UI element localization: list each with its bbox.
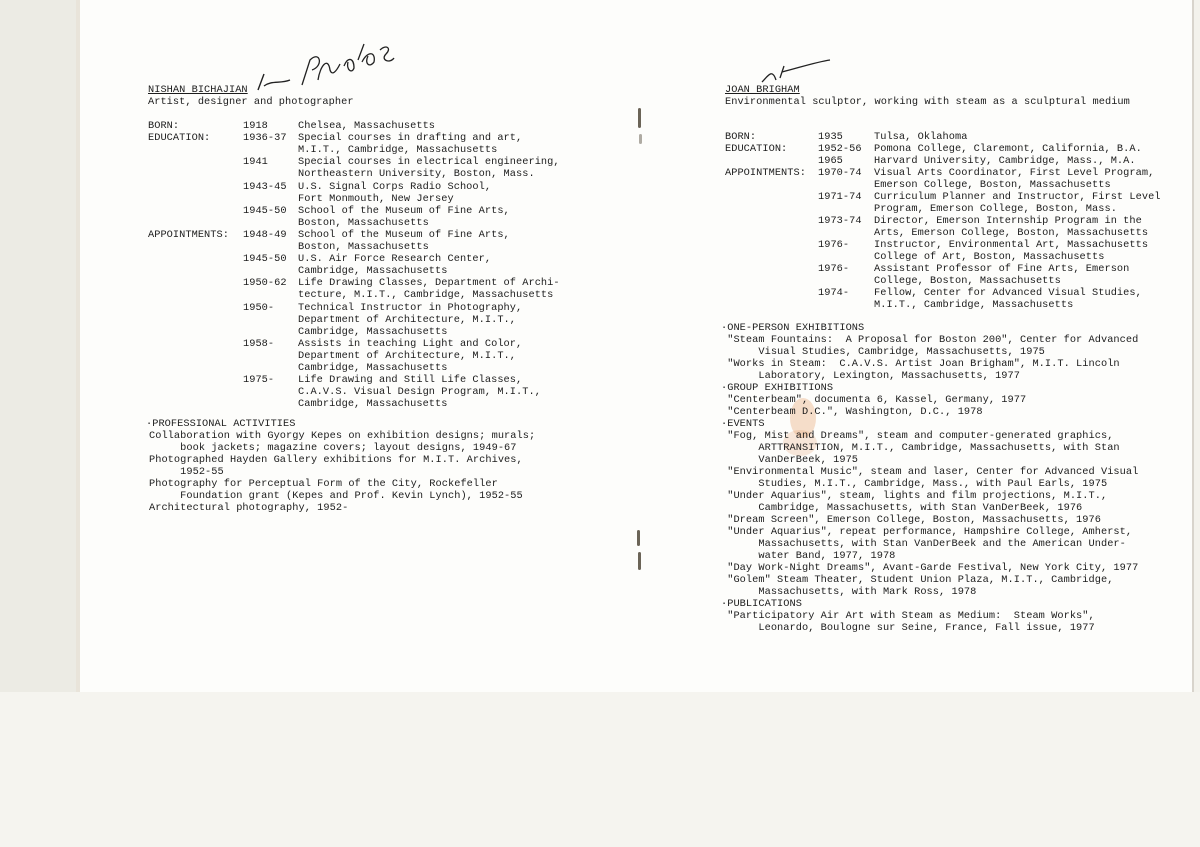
section-line: "Fog, Mist and Dreams", steam and computer-generated graphics, bbox=[721, 430, 1114, 442]
entry-label: EDUCATION: bbox=[148, 132, 211, 145]
entry-year: 1971-74 bbox=[818, 191, 862, 203]
entry-line: Cambridge, Massachusetts bbox=[298, 398, 448, 410]
entry-line: Life Drawing Classes, Department of Archi- bbox=[298, 277, 560, 290]
entry-year: 1943-45 bbox=[243, 180, 287, 193]
section-line: Leonardo, Boulogne sur Seine, France, Fall issue, 1977 bbox=[721, 622, 1095, 634]
entry-line: Cambridge, Massachusetts bbox=[298, 361, 448, 374]
activity-line: Photography for Perceptual Form of the City, Rockefeller bbox=[149, 478, 498, 490]
entry-line: Fellow, Center for Advanced Visual Studies, bbox=[874, 287, 1142, 299]
section-line: "Dream Screen", Emerson College, Boston, Massachusetts, 1976 bbox=[721, 514, 1101, 526]
entry-line: School of the Museum of Fine Arts, bbox=[298, 229, 510, 241]
section-line: Laboratory, Lexington, Massachusetts, 1977 bbox=[721, 370, 1020, 382]
entry-line: Cambridge, Massachusetts bbox=[298, 265, 448, 278]
entry-year: 1945-50 bbox=[243, 253, 287, 266]
section-heading: ·EVENTS bbox=[721, 418, 765, 430]
section-line: "Centerbeam", documenta 6, Kassel, Germany, 1977 bbox=[721, 394, 1027, 406]
entry-line: U.S. Signal Corps Radio School, bbox=[298, 180, 492, 193]
entry-line: School of the Museum of Fine Arts, bbox=[298, 204, 510, 217]
entry-line: Director, Emerson Internship Program in the bbox=[874, 215, 1142, 227]
activity-line: 1952-55 bbox=[149, 466, 224, 478]
entry-line: U.S. Air Force Research Center, bbox=[298, 253, 492, 266]
section-heading: ·PROFESSIONAL ACTIVITIES bbox=[146, 418, 296, 430]
handwritten-annotation bbox=[250, 40, 400, 100]
section-line: VanDerBeek, 1975 bbox=[721, 454, 859, 466]
entry-line: Tulsa, Oklahoma bbox=[874, 131, 968, 143]
fold-mark-bottom bbox=[637, 530, 640, 546]
section-line: Massachusetts, with Stan VanDerBeek and the American Under- bbox=[721, 538, 1126, 550]
section-line: "Participatory Air Art with Steam as Medium: Steam Works", bbox=[721, 610, 1095, 622]
section-line: "Under Aquarius", steam, lights and film projections, M.I.T., bbox=[721, 490, 1108, 502]
fold-mark-bottom-2 bbox=[638, 552, 641, 570]
entry-year: 1974- bbox=[818, 287, 850, 299]
entry-line: College, Boston, Massachusetts bbox=[874, 275, 1061, 287]
section-line: water Band, 1977, 1978 bbox=[721, 550, 896, 562]
section-line: Massachusetts, with Mark Ross, 1978 bbox=[721, 586, 977, 598]
entry-line: Pomona College, Claremont, California, B.A. bbox=[874, 143, 1142, 155]
entry-label: APPOINTMENTS: bbox=[148, 229, 229, 241]
entry-line: Fort Monmouth, New Jersey bbox=[298, 192, 454, 205]
entry-line: Program, Emerson College, Boston, Mass. bbox=[874, 203, 1117, 215]
entry-line: tecture, M.I.T., Cambridge, Massachusetts bbox=[298, 289, 554, 302]
activity-line: Photographed Hayden Gallery exhibitions for M.I.T. Archives, bbox=[149, 454, 523, 466]
person-name: JOAN BRIGHAM bbox=[725, 84, 800, 96]
entry-year: 1952-56 bbox=[818, 143, 862, 155]
fold-mark-top-2 bbox=[639, 134, 642, 144]
entry-line: Visual Arts Coordinator, First Level Program, bbox=[874, 167, 1155, 179]
section-heading: ·ONE-PERSON EXHIBITIONS bbox=[721, 322, 865, 334]
entry-line: Curriculum Planner and Instructor, First Level bbox=[874, 191, 1161, 203]
entry-line: Northeastern University, Boston, Mass. bbox=[298, 168, 535, 181]
entry-line: Emerson College, Boston, Massachusetts bbox=[874, 179, 1111, 191]
entry-label: APPOINTMENTS: bbox=[725, 167, 806, 179]
entry-year: 1975- bbox=[243, 374, 275, 386]
entry-line: M.I.T., Cambridge, Massachusetts bbox=[298, 144, 498, 157]
entry-year: 1950-62 bbox=[243, 277, 287, 290]
entry-line: C.A.V.S. Visual Design Program, M.I.T., bbox=[298, 386, 541, 398]
entry-year: 1945-50 bbox=[243, 204, 287, 217]
activity-line: Foundation grant (Kepes and Prof. Kevin Lynch), 1952-55 bbox=[149, 490, 523, 502]
section-line: Cambridge, Massachusetts, with Stan VanDerBeek, 1976 bbox=[721, 502, 1083, 514]
entry-line: Special courses in drafting and art, bbox=[298, 132, 523, 145]
entry-year: 1950- bbox=[243, 301, 275, 314]
entry-year: 1948-49 bbox=[243, 229, 287, 241]
section-heading: ·PUBLICATIONS bbox=[721, 598, 802, 610]
entry-line: Chelsea, Massachusetts bbox=[298, 120, 436, 132]
entry-line: Boston, Massachusetts bbox=[298, 241, 429, 253]
entry-line: Instructor, Environmental Art, Massachusetts bbox=[874, 239, 1149, 251]
entry-label: BORN: bbox=[148, 120, 180, 132]
entry-line: Cambridge, Massachusetts bbox=[298, 325, 448, 338]
activity-line: book jackets; magazine covers; layout designs, 1949-67 bbox=[149, 442, 517, 454]
person-subtitle: Artist, designer and photographer bbox=[148, 96, 354, 108]
section-line: "Environmental Music", steam and laser, Center for Advanced Visual bbox=[721, 466, 1139, 478]
section-line: Studies, M.I.T., Cambridge, Mass., with Paul Earls, 1975 bbox=[721, 478, 1108, 490]
activity-line: Architectural photography, 1952- bbox=[149, 502, 349, 514]
section-line: "Steam Fountains: A Proposal for Boston 200", Center for Advanced bbox=[721, 334, 1139, 346]
entry-line: Assists in teaching Light and Color, bbox=[298, 337, 523, 350]
section-line: "Centerbeam D.C.", Washington, D.C., 1978 bbox=[721, 406, 983, 418]
activity-line: Collaboration with Gyorgy Kepes on exhibition designs; murals; bbox=[149, 430, 536, 442]
entry-year: 1970-74 bbox=[818, 167, 862, 179]
entry-year: 1918 bbox=[243, 120, 268, 132]
entry-line: Special courses in electrical engineering, bbox=[298, 156, 560, 169]
section-line: "Works in Steam: C.A.V.S. Artist Joan Brigham", M.I.T. Lincoln bbox=[721, 358, 1120, 370]
entry-label: BORN: bbox=[725, 131, 757, 143]
person-name: NISHAN BICHAJIAN bbox=[148, 84, 248, 96]
entry-year: 1935 bbox=[818, 131, 843, 143]
section-heading: ·GROUP EXHIBITIONS bbox=[721, 382, 834, 394]
entry-line: Life Drawing and Still Life Classes, bbox=[298, 374, 523, 386]
entry-line: Assistant Professor of Fine Arts, Emerson bbox=[874, 263, 1130, 275]
section-line: "Under Aquarius", repeat performance, Hampshire College, Amherst, bbox=[721, 526, 1133, 538]
entry-year: 1965 bbox=[818, 155, 843, 167]
person-subtitle: Environmental sculptor, working with steam as a sculptural medium bbox=[725, 96, 1130, 108]
entry-line: M.I.T., Cambridge, Massachusetts bbox=[874, 299, 1074, 311]
entry-year: 1976- bbox=[818, 263, 850, 275]
page-edge-shadow bbox=[0, 0, 80, 692]
entry-year: 1973-74 bbox=[818, 215, 862, 227]
entry-line: Department of Architecture, M.I.T., bbox=[298, 313, 517, 326]
entry-year: 1976- bbox=[818, 239, 850, 251]
section-line: ARTTRANSITION, M.I.T., Cambridge, Massachusetts, with Stan bbox=[721, 442, 1120, 454]
entry-line: College of Art, Boston, Massachusetts bbox=[874, 251, 1105, 263]
entry-line: Harvard University, Cambridge, Mass., M.A. bbox=[874, 155, 1136, 167]
entry-line: Department of Architecture, M.I.T., bbox=[298, 349, 517, 362]
section-line: "Golem" Steam Theater, Student Union Plaza, M.I.T., Cambridge, bbox=[721, 574, 1114, 586]
entry-year: 1936-37 bbox=[243, 132, 287, 145]
entry-label: EDUCATION: bbox=[725, 143, 788, 155]
entry-line: Boston, Massachusetts bbox=[298, 216, 429, 229]
section-line: "Day Work-Night Dreams", Avant-Garde Festival, New York City, 1977 bbox=[721, 562, 1139, 574]
entry-year: 1958- bbox=[243, 337, 275, 350]
entry-line: Arts, Emerson College, Boston, Massachusetts bbox=[874, 227, 1149, 239]
entry-line: Technical Instructor in Photography, bbox=[298, 301, 523, 314]
background-surface bbox=[0, 692, 1200, 847]
section-line: Visual Studies, Cambridge, Massachusetts, 1975 bbox=[721, 346, 1045, 358]
fold-mark-top bbox=[638, 108, 641, 128]
entry-year: 1941 bbox=[243, 156, 268, 169]
